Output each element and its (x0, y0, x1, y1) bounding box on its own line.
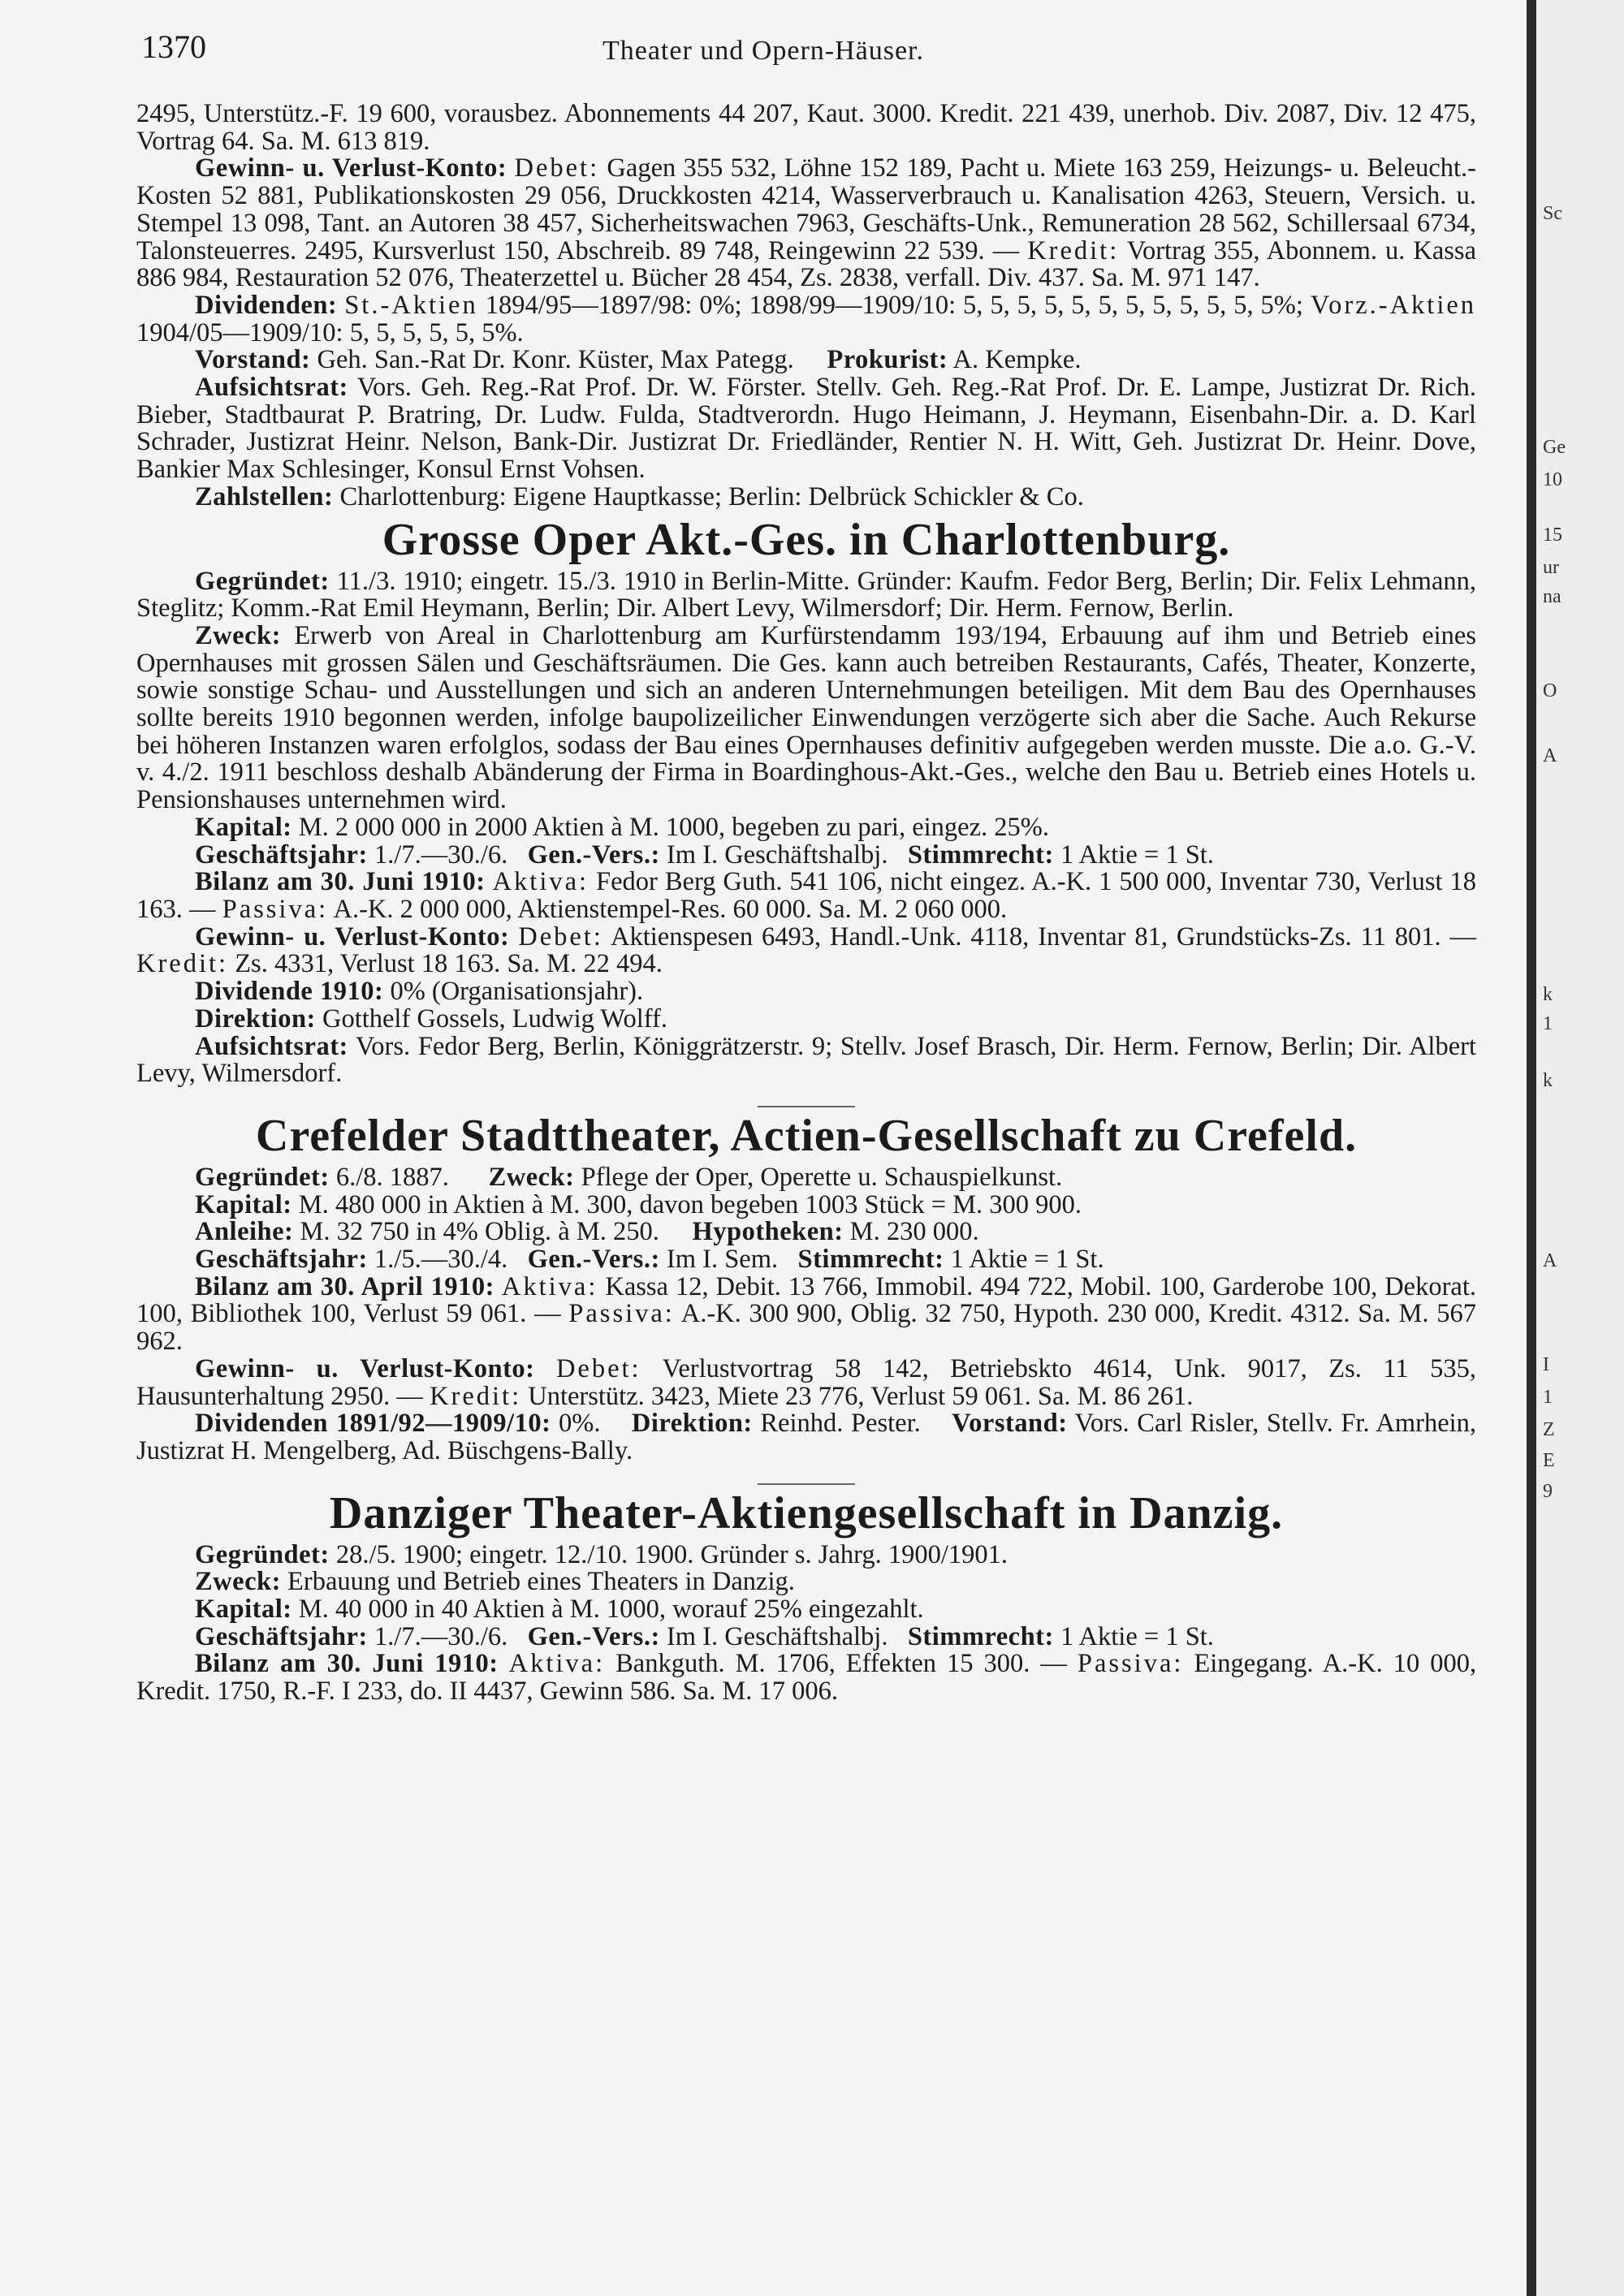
danzig-capital: Kapital: M. 40 000 in 40 Aktien à M. 1000, worauf 25% eingezahlt. (195, 1595, 924, 1625)
grosse-dividend: Dividende 1910: 0% (Organisationsjahr). (195, 977, 644, 1007)
edge-fragment: ur (1543, 557, 1559, 578)
prev-paying-agents: Zahlstellen: Charlottenburg: Eigene Hauptkasse; Berlin: Delbrück Schickler & Co. (195, 481, 1084, 511)
danzig-balance: Bilanz am 30. Juni 1910: Aktiva: Bankguth. M. 1706, Effekten 15 300. — Passiva: Eingegang. A.-K. 10 000, Kredit. 1750, R.-F. I 233, do. II 4437, Gewinn 586. Sa. M. 17 006. (136, 1649, 1477, 1707)
prev-board: Vorstand: Geh. San.-Rat Dr. Konr. Küster, Max Pategg. Prokurist: A. Kempke. (195, 345, 1082, 375)
crefeld-profit-loss: Gewinn- u. Verlust-Konto: Debet: Verlustvortrag 58 142, Betriebskto 4614, Unk. 9017, Zs. 11 535, Hausunterhaltung 2950. — Kredit: Unterstütz. 3423, Miete 23 776, Verlust 59 061. Sa. M. 86 261. (136, 1353, 1476, 1411)
grosse-founded: Gegründet: 11./3. 1910; eingetr. 15./3. 1910 in Berlin-Mitte. Gründer: Kaufm. Fedor Berg, Berlin; Dir. Felix Lehmann, Steglitz; Komm.-Rat Emil Heymann, Berlin; Dir. Albert Levy, Wilmersdorf; Dir. Herm. Fernow, Berlin. (136, 566, 1476, 624)
grosse-capital: Kapital: M. 2 000 000 in 2000 Aktien à M. 1000, begeben zu pari, eingez. 25%. (195, 812, 1049, 842)
edge-fragment: k (1543, 1070, 1553, 1091)
grosse-profit-loss: Gewinn- u. Verlust-Konto: Debet: Aktienspesen 6493, Handl.-Unk. 4118, Inventar 81, Grundstücks-Zs. 11 801. — Kredit: Zs. 4331, Verlust 18 163. Sa. M. 22 494. (136, 921, 1476, 979)
entry-title-grosse-oper: Grosse Oper Akt.-Ges. in Charlottenburg. (382, 514, 1231, 565)
edge-fragment: k (1543, 984, 1553, 1005)
grosse-purpose: Zweck: Erwerb von Areal in Charlottenburg am Kurfürstendamm 193/194, Erbauung auf ihm und Betrieb eines Opernhauses mit grossen Sälen und Geschäftsräumen. Die Ges. kann auch betreiben Restaurants, Cafés, Theater, Konzerte, sowie sonstige Schau- und Ausstellungen und sich an anderen Unternehmungen beteiligen. Mit dem Bau des Opernhauses sollte bereits 1910 begonnen werden, infolge baupolizeilicher Einwendungen verzögerte sich aber die Sache. Auch Rekurse bei höheren Instanzen waren erfolglos, sodass der Bau eines Opernhauses definitiv aufgegeben werden musste. Die a.o. G.-V. v. 4./2. 1911 beschloss deshalb Abänderung der Firma in Boardinghous-Akt.-Ges., welche den Bau u. Betrieb eines Hotels u. Pensionshauses unternehmen wird. (136, 620, 1476, 815)
edge-fragment: 15 (1543, 524, 1562, 546)
edge-fragment: O (1543, 680, 1557, 701)
prev-supervisory-board: Aufsichtsrat: Vors. Geh. Reg.-Rat Prof. Dr. W. Förster. Stellv. Geh. Reg.-Rat Prof. Dr. E. Lampe, Justizrat Dr. Rich. Bieber, Stadtbaurat P. Bratring, Dr. Ludw. Fulda, Stadtverordn. Hugo Heimann, J. Heymann, Eisenbahn-Dir. a. D. Karl Schrader, Justizrat Heinr. Nelson, Bank-Dir. Justizrat Dr. Friedländer, Rentier N. H. Witt, Geh. Justizrat Dr. Heinr. Dove, Bankier Max Schlesinger, Konsul Ernst Vohsen. (136, 373, 1476, 485)
running-title: Theater und Opern-Häuser. (602, 36, 924, 66)
danzig-founded: Gegründet: 28./5. 1900; eingetr. 12./10. 1900. Gründer s. Jahrg. 1900/1901. (195, 1539, 1008, 1569)
edge-fragment: 9 (1543, 1481, 1553, 1502)
edge-fragment: E (1543, 1450, 1555, 1471)
book-gutter (1527, 0, 1536, 2296)
prev-capital-line: 2495, Unterstütz.-F. 19 600, vorausbez. Abonnements 44 207, Kaut. 3000. Kredit. 221 439, unerhob. Div. 2087, Div. 12 475, Vortrag 64. Sa. M. 613 819. (136, 99, 1476, 156)
edge-fragment: na (1543, 586, 1561, 607)
edge-fragment: A (1543, 745, 1557, 766)
edge-fragment: Z (1543, 1419, 1555, 1440)
facing-page-edge (1536, 0, 1624, 2296)
crefeld-capital: Kapital: M. 480 000 in Aktien à M. 300, davon begeben 1003 Stück = M. 300 900. (195, 1189, 1082, 1219)
entry-title-crefeld: Crefelder Stadttheater, Actien-Gesellschaft zu Crefeld. (255, 1110, 1358, 1161)
edge-fragment: I (1543, 1354, 1549, 1375)
crefeld-balance: Bilanz am 30. April 1910: Aktiva: Kassa 12, Debit. 13 766, Immobil. 494 722, Mobil. 100, Garderobe 100, Dekorat. 100, Bibliothek 100, Verlust 59 061. — Passiva: A.-K. 300 900, Oblig. 32 750, Hypoth. 230 000, Kredit. 4312. Sa. M. 567 962. (136, 1271, 1477, 1357)
crefeld-fiscal-year: Geschäftsjahr: 1./5.—30./4. Gen.-Vers.: Im I. Sem. Stimmrecht: 1 Aktie = 1 St. (195, 1245, 1104, 1275)
prev-dividends: Dividenden: St.-Aktien 1894/95—1897/98: 0%; 1898/99—1909/10: 5, 5, 5, 5, 5, 5, 5, 5, 5, 5, 5, 5%; Vorz.-Aktien 1904/05—1909/10: 5, 5, 5, 5, 5, 5%. (136, 290, 1477, 347)
grosse-supervisory-board: Aufsichtsrat: Vors. Fedor Berg, Berlin, Königgrätzerstr. 9; Stellv. Josef Brasch, Dir. Herm. Fernow, Berlin; Dir. Albert Levy, Wilmersdorf. (136, 1031, 1476, 1089)
page-body (136, 101, 1476, 1706)
edge-fragment: 1 (1543, 1013, 1553, 1034)
crefeld-loan: Anleihe: M. 32 750 in 4% Oblig. à M. 250. Hypotheken: M. 230 000. (195, 1217, 979, 1247)
edge-fragment: 10 (1543, 469, 1562, 490)
page-number: 1370 (141, 28, 206, 65)
edge-fragment: A (1543, 1250, 1557, 1271)
prev-profit-loss: Gewinn- u. Verlust-Konto: Debet: Gagen 355 532, Löhne 152 189, Pacht u. Miete 163 259, Heizungs- u. Beleucht.-Kosten 52 881, Publikationskosten 29 056, Druckkosten 4214, Wasserverbrauch u. Kanalisation 4263, Steuern, Versich. u. Stempel 13 098, Tant. an Autoren 38 457, Sicherheitswachen 7963, Geschäfts-Unk., Remuneration 28 562, Schillersaal 6734, Talonsteuerres. 2495, Kursverlust 150, Abschreib. 89 748, Reingewinn 22 539. — Kredit: Vortrag 355, Abonnem. u. Kassa 886 984, Restauration 52 076, Theaterzettel u. Bücher 28 454, Zs. 2838, verfall. Div. 437. Sa. M. 971 147. (136, 153, 1476, 293)
grosse-fiscal-year: Geschäftsjahr: 1./7.—30./6. Gen.-Vers.: Im I. Geschäftshalbj. Stimmrecht: 1 Aktie = 1 St. (195, 839, 1214, 870)
danzig-purpose: Zweck: Erbauung und Betrieb eines Theaters in Danzig. (195, 1567, 795, 1597)
entry-title-danzig: Danziger Theater-Aktiengesellschaft in Danzig. (329, 1487, 1284, 1539)
grosse-management: Direktion: Gotthelf Gossels, Ludwig Wolff. (195, 1003, 667, 1034)
danzig-fiscal-year: Geschäftsjahr: 1./7.—30./6. Gen.-Vers.: Im I. Geschäftshalbj. Stimmrecht: 1 Aktie = 1 St. (195, 1621, 1214, 1651)
edge-fragment: 1 (1543, 1387, 1553, 1408)
crefeld-dividends: Dividenden 1891/92—1909/10: 0%. Direktion: Reinhd. Pester. Vorstand: Vors. Carl Risler, Stellv. Fr. Amrhein, Justizrat H. Mengelberg, Ad. Büschgens-Bally. (136, 1409, 1477, 1465)
crefeld-founded: Gegründet: 6./8. 1887. Zweck: Pflege der Oper, Operette u. Schauspielkunst. (195, 1162, 1063, 1192)
grosse-balance: Bilanz am 30. Juni 1910: Aktiva: Fedor Berg Guth. 541 106, nicht eingez. A.-K. 1 500 000, Inventar 730, Verlust 18 163. — Passiva: A.-K. 2 000 000, Aktienstempel-Res. 60 000. Sa. M. 2 060 000. (136, 867, 1477, 924)
edge-fragment: Ge (1543, 437, 1566, 458)
edge-fragment: Sc (1543, 203, 1562, 224)
